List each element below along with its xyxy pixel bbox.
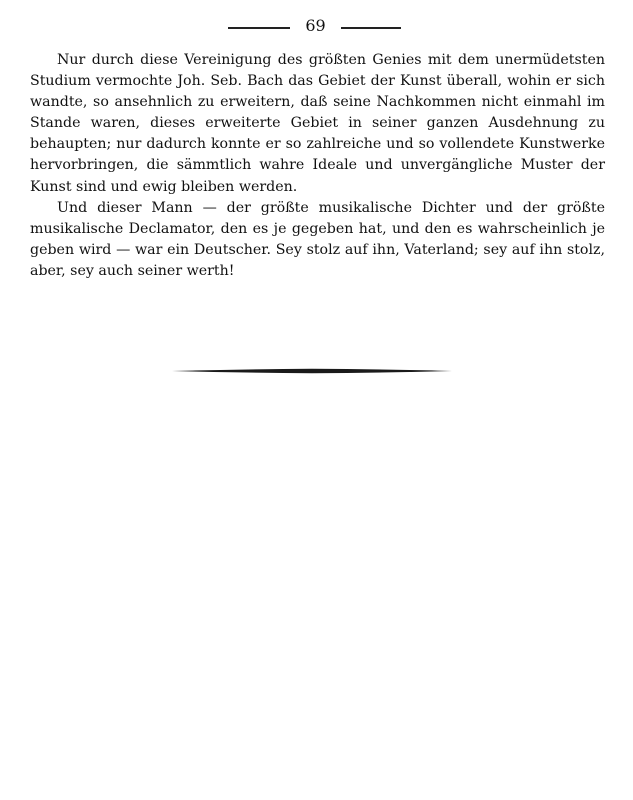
paragraph-2: Und dieser Mann — der größte musikalische Dichter und der größte musikalische Declamator, den es je gegeben hat, und den es wahrscheinlich je geben wird — war ein Deutscher. Sey stolz auf ihn, Vaterland; sey auf ihn stolz, aber, sey auch seiner werth! <box>30 199 605 279</box>
paragraph-1: Nur durch diese Vereinigung des größten Genies mit dem unermüdetsten Studium vermochte Joh. Seb. Bach das Gebiet der Kunst überall, wohin er sich wandte, so ansehnlich zu erweitern, daß seine Nachkommen nicht einmahl im Stande waren, dieses erweiterte Gebiet in seiner ganzen Ausdehnung zu behaupten; nur dadurch konnte er so zahlreiche und so vollendete Kunstwerke hervorbringen, die sämmtlich wahre Ideale und unvergängliche Muster der Kunst sind und ewig bleiben werden. <box>30 52 605 195</box>
body-text <box>30 50 605 282</box>
page-header <box>0 16 633 38</box>
page-number: 69 <box>305 16 326 35</box>
header-rule-left <box>228 27 290 29</box>
closing-decorative-rule <box>172 367 452 375</box>
header-rule-right <box>341 27 401 29</box>
